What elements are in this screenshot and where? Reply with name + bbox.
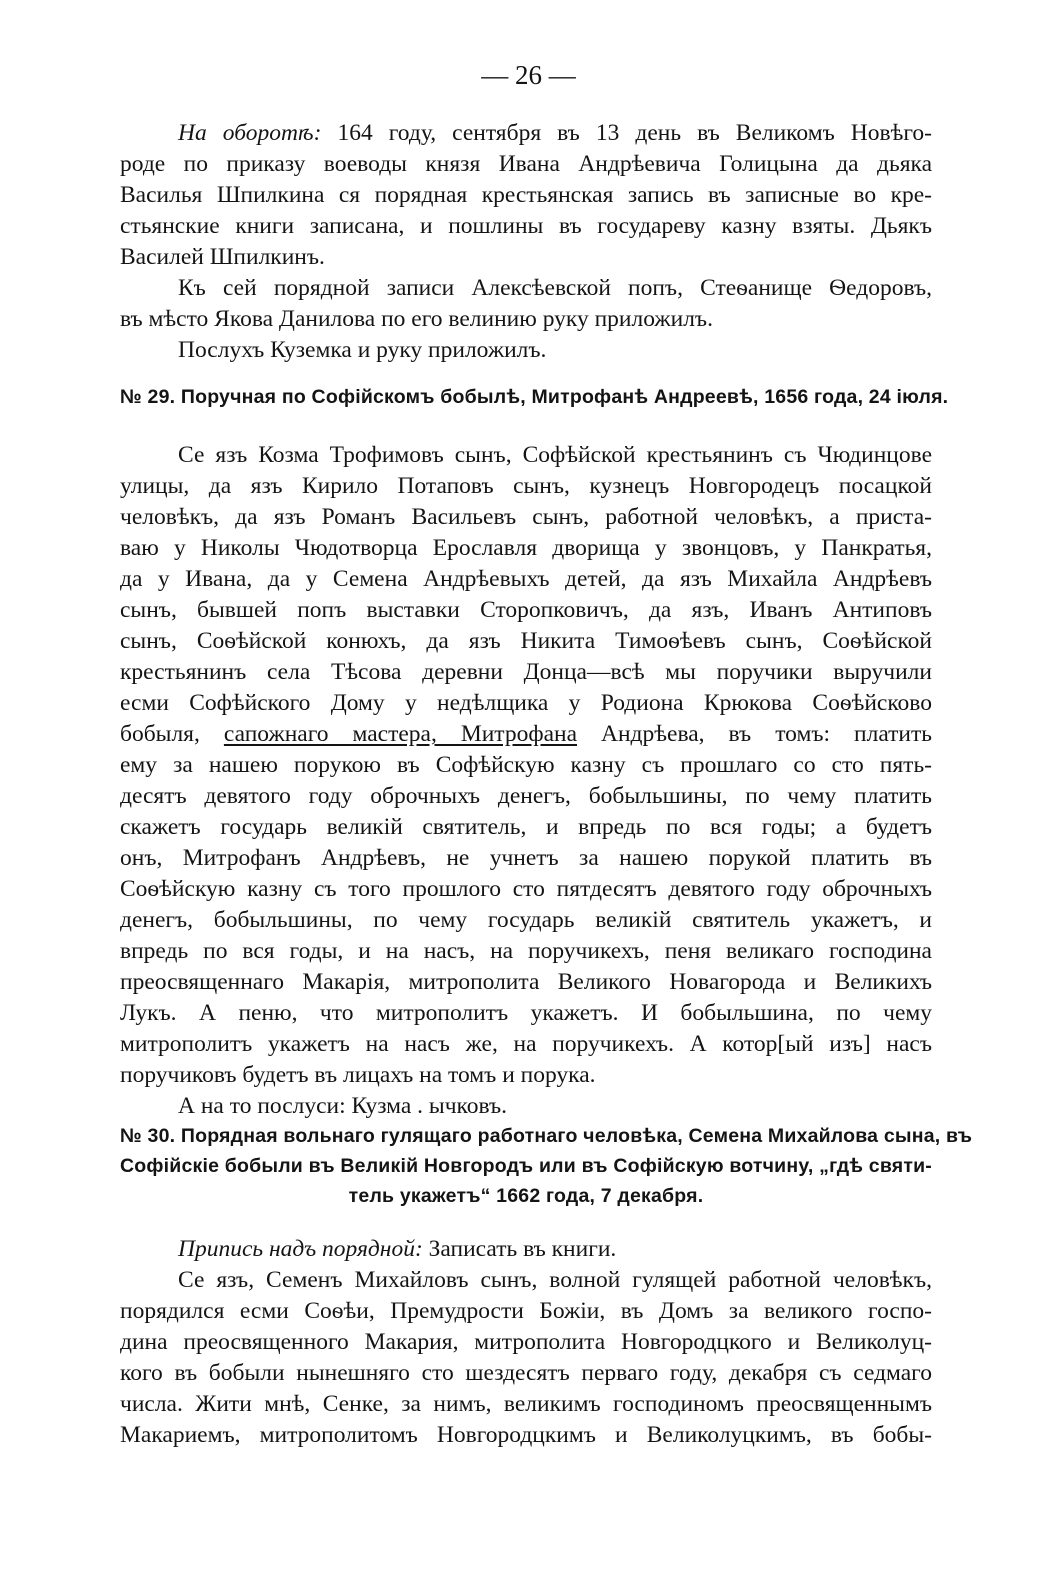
page-number: — 26 — (481, 60, 576, 90)
text-line: Се язъ Козма Трофимовъ сынъ, Софѣйской крестьянинъ съ Чюдинцове (178, 442, 932, 468)
heading-no-30: № 30. Порядная вольнаго гулящаго работнаго человѣка, Семена Михайлова сына, въ Софійскіе бобыли въ Великій Новгородъ или въ Софійскую вотчину, „гдѣ святи- тель укажетъ“ 1662 года, 7 декабря. (120, 1125, 973, 1207)
text-line: Макариемъ, митрополитомъ Новгородцкимъ и Великолуцкимъ, въ бобы- (120, 1422, 932, 1448)
text-line: Послухъ Куземка и руку приложилъ. (178, 337, 547, 363)
text-line: На оборотѣ: 164 году, сентября въ 13 день въ Великомъ Новѣго- (178, 120, 932, 146)
text-line: ваю у Николы Чюдотворца Ерославля дворища у звонцовъ, у Панкратья, (120, 535, 932, 561)
underlined-name: сапожнаго мастера, Митрофана (223, 721, 578, 747)
text-line: Василья Шпилкина ся порядная крестьянская запись въ записные во кре- (120, 182, 932, 208)
text-line: ему за нашею порукою въ Софѣйскую казну съ прошлаго со сто пять- (120, 752, 932, 778)
text-line: есми Софѣйского Дому у недѣлщика у Родиона Крюкова Соѳѣйсково (120, 690, 932, 716)
text-line: улицы, да язъ Кирило Потаповъ сынъ, кузнецъ Новгородецъ посацкой (120, 473, 932, 499)
text-line: да у Ивана, да у Семена Андрѣевыхъ детей, да язъ Михайла Андрѣевъ (120, 566, 932, 592)
text-line: Лукъ. А пеню, что митрополитъ укажетъ. И бобыльшина, по чему (120, 1000, 932, 1026)
text-line: дина преосвященного Макария, митрополита Новгородцкого и Великолуц- (120, 1329, 932, 1355)
text-line: денегъ, бобыльшины, по чему государь великій святитель укажетъ, и (120, 907, 932, 933)
text-line: А на то послуси: Кузма . ычковъ. (178, 1093, 508, 1119)
text-line: Василей Шпилкинъ. (120, 244, 325, 270)
text-line: скажетъ государь великій святитель, и впредь по вся годы; а будетъ (120, 814, 932, 840)
record-28-verso (120, 118, 932, 366)
text-line: Соѳѣйскую казну съ того прошлого сто пятдесятъ девятого году оброчныхъ (120, 876, 932, 902)
text-line: бобыля, сапожнаго мастера, Митрофана Андрѣева, въ томъ: платить (120, 721, 932, 747)
text-line: Припись надъ порядной: Записать въ книги. (178, 1236, 617, 1262)
text-line: митрополитъ укажетъ на насъ же, на поручикехъ. А котор[ый изъ] насъ (120, 1031, 932, 1057)
text-line: роде по приказу воеводы князя Ивана Андрѣевича Голицына да дьяка (120, 151, 932, 177)
text-line: сынъ, Соѳѣйской конюхъ, да язъ Никита Тимоѳѣевъ сынъ, Соѳѣйской (120, 628, 932, 654)
text-line: сынъ, бывшей попъ выставки Сторопковичъ, да язъ, Иванъ Антиповъ (120, 597, 932, 623)
text-line: кого въ бобыли нынешняго сто шездесятъ перваго году, декабря съ седмаго (120, 1360, 932, 1386)
text-line: Се язъ, Семенъ Михайловъ сынъ, волной гулящей работной человѣкъ, (178, 1267, 932, 1293)
text-line: человѣкъ, да язъ Романъ Васильевъ сынъ, работной человѣкъ, а приста- (120, 504, 932, 530)
text-line: крестьянинъ села Тѣсова деревни Донца—всѣ мы поручики выручили (120, 659, 932, 685)
text-line: Къ сей порядной записи Алексѣевской попъ, Стеѳанище Ѳедоровъ, (178, 275, 932, 301)
text-line: впредь по вся годы, и на насъ, на поручикехъ, пеня великаго господина (120, 938, 932, 964)
record-29-body (120, 440, 932, 1122)
text-line: поручиковъ будетъ въ лицахъ на томъ и порука. (120, 1062, 596, 1088)
text-line: въ мѣсто Якова Данилова по его велинию руку приложилъ. (120, 306, 713, 332)
text-line: десятъ девятого году оброчныхъ денегъ, бобыльшины, по чему платить (120, 783, 932, 809)
text-line: числа. Жити мнѣ, Сенке, за нимъ, великимъ господиномъ преосвященнымъ (120, 1391, 932, 1417)
record-30-body (120, 1234, 932, 1451)
text-line: порядился есми Соѳѣи, Премудрости Божіи, въ Домъ за великого госпо- (120, 1298, 932, 1324)
text-line: преосвященнаго Макарія, митрополита Великого Новагорода и Великихъ (120, 969, 932, 995)
text-line: онъ, Митрофанъ Андрѣевъ, не учнетъ за нашею порукой платить въ (120, 845, 932, 871)
text-line: стьянские книги записана, и пошлины въ государеву казну взяты. Дьякъ (120, 213, 932, 239)
heading-no-29: № 29. Поручная по Софійскомъ бобылѣ, Митрофанѣ Андреевѣ, 1656 года, 24 іюля. (120, 386, 949, 408)
